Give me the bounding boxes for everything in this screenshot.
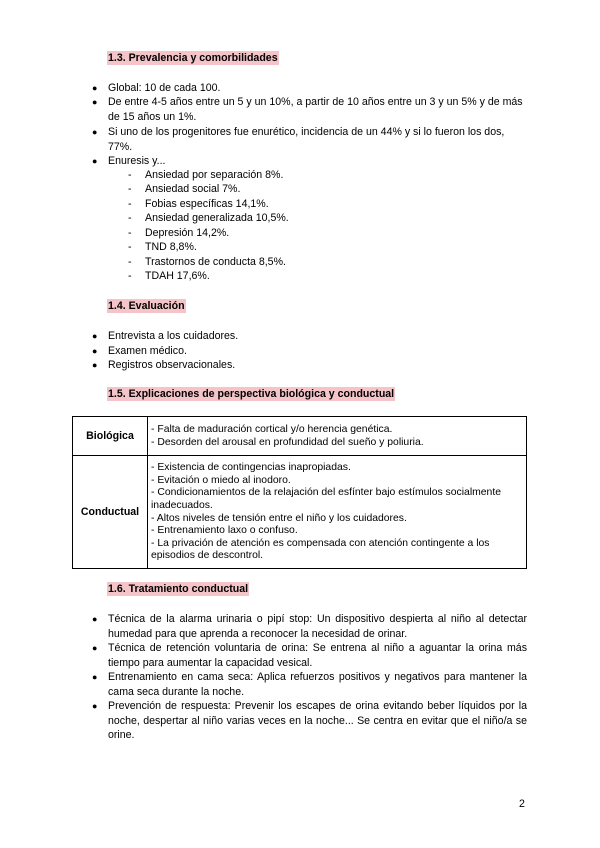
- bullet-icon: ●: [92, 156, 98, 166]
- bullet-icon: ●: [92, 331, 98, 341]
- row-label-conductual: Conductual: [73, 456, 148, 569]
- bullet-icon: ●: [92, 83, 98, 93]
- bullet-icon: ●: [92, 97, 98, 107]
- table-row: [73, 456, 527, 569]
- bullet-icon: ●: [92, 127, 98, 137]
- bullet-icon: ●: [92, 360, 98, 370]
- bullet-icon: ●: [92, 672, 98, 682]
- bullet-icon: ●: [92, 614, 98, 624]
- bullet-icon: ●: [92, 701, 98, 711]
- section-heading-treatment: 1.6. Tratamiento conductual: [108, 583, 249, 595]
- section-heading-evaluation: 1.4. Evaluación: [108, 300, 185, 312]
- row-content: - Falta de maduración cortical y/o herencia genética. - Desorden del arousal en profundidad del sueño y poliuria.: [148, 417, 527, 456]
- section-heading-explanations: 1.5. Explicaciones de perspectiva biológica y conductual: [108, 388, 395, 400]
- section-heading-prevalence: 1.3. Prevalencia y comorbilidades: [108, 52, 278, 64]
- bullet-icon: ●: [92, 346, 98, 356]
- table-row: [73, 417, 527, 456]
- bullet-icon: ●: [92, 643, 98, 653]
- row-label-biologica: Biológica: [73, 417, 148, 456]
- page-number: 2: [519, 798, 525, 810]
- explanations-table: [72, 416, 527, 569]
- row-content: - Existencia de contingencias inapropiadas. - Evitación o miedo al inodoro. - Condicionamientos de la relajación del esfínter bajo estímulos socialmente inadecuados. - Altos niveles de tensión entre el niño y los cuidadores. - Entrenamiento laxo o confuso. - La privación de atención es compensada con atención contingente a los episodios de descontrol.: [148, 456, 527, 569]
